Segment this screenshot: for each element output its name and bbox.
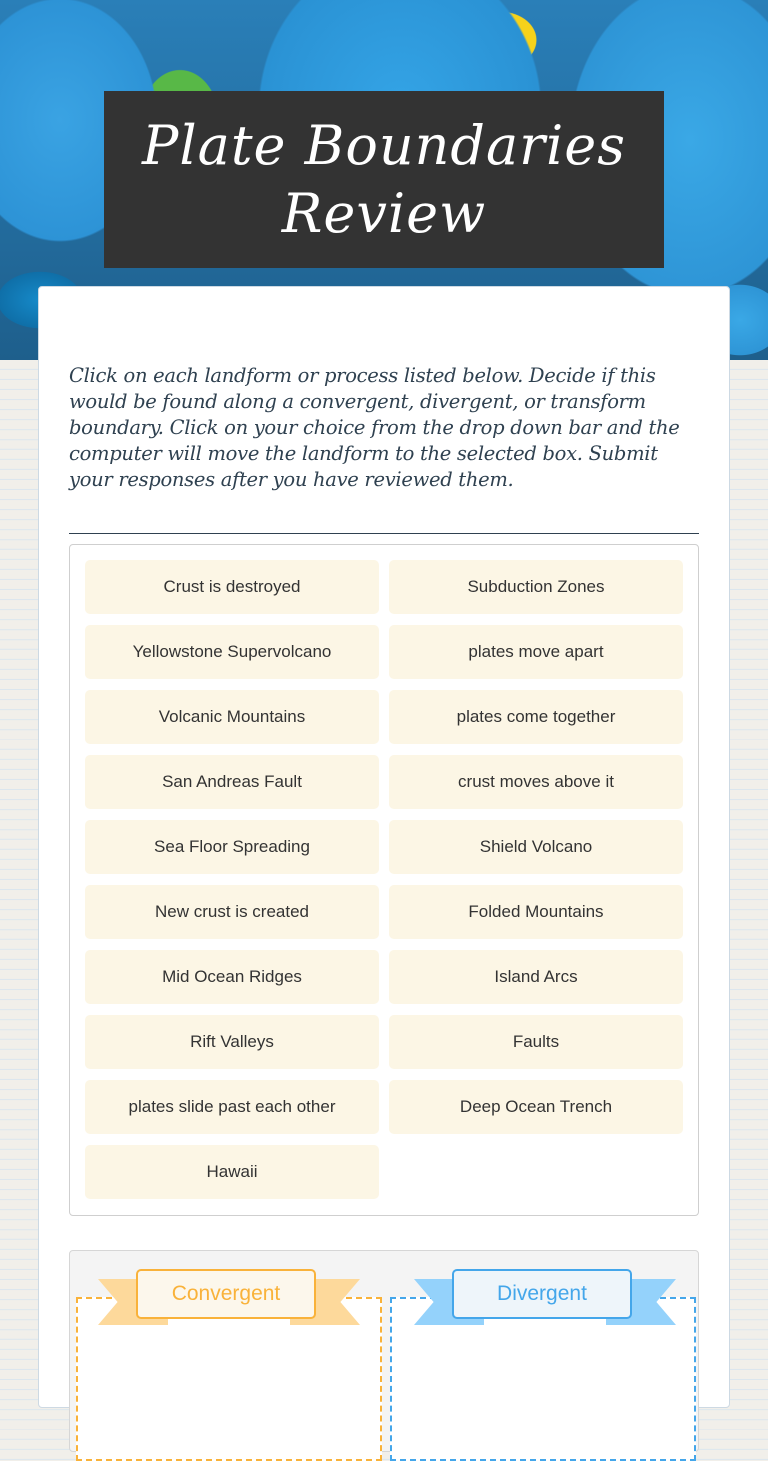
convergent-label: Convergent xyxy=(136,1269,316,1319)
bank-item[interactable]: Deep Ocean Trench xyxy=(389,1080,683,1134)
convergent-ribbon xyxy=(98,1269,360,1325)
instructions-text: Click on each landform or process listed below. Decide if this would be found along a convergent, divergent, or transform boundary. Click on your choice from the drop down bar and the computer will move the landform to the selected box. Submit your responses after you have reviewed them. xyxy=(69,364,680,491)
title-box xyxy=(104,91,664,268)
bank-item[interactable]: Subduction Zones xyxy=(389,560,683,614)
divider xyxy=(69,533,699,534)
bank-item[interactable]: crust moves above it xyxy=(389,755,683,809)
bank-item[interactable]: Folded Mountains xyxy=(389,885,683,939)
bank-item[interactable]: plates slide past each other xyxy=(85,1080,379,1134)
bank-item[interactable]: plates move apart xyxy=(389,625,683,679)
bank-item[interactable]: Volcanic Mountains xyxy=(85,690,379,744)
divergent-ribbon xyxy=(414,1269,676,1325)
bank-item[interactable]: Hawaii xyxy=(85,1145,379,1199)
item-bank xyxy=(69,544,699,1216)
bank-item[interactable]: Island Arcs xyxy=(389,950,683,1004)
bank-item[interactable]: Mid Ocean Ridges xyxy=(85,950,379,1004)
bank-item[interactable]: Rift Valleys xyxy=(85,1015,379,1069)
bank-item[interactable]: Crust is destroyed xyxy=(85,560,379,614)
category-drop-area xyxy=(69,1250,699,1452)
bank-item[interactable]: Shield Volcano xyxy=(389,820,683,874)
bank-item[interactable]: San Andreas Fault xyxy=(85,755,379,809)
divergent-label: Divergent xyxy=(452,1269,632,1319)
bank-item[interactable]: New crust is created xyxy=(85,885,379,939)
bank-item[interactable]: Faults xyxy=(389,1015,683,1069)
bank-item[interactable]: plates come together xyxy=(389,690,683,744)
bank-item[interactable]: Sea Floor Spreading xyxy=(85,820,379,874)
page-title: Plate Boundaries Review xyxy=(142,113,626,245)
bank-item[interactable]: Yellowstone Supervolcano xyxy=(85,625,379,679)
worksheet-card xyxy=(38,286,730,1408)
